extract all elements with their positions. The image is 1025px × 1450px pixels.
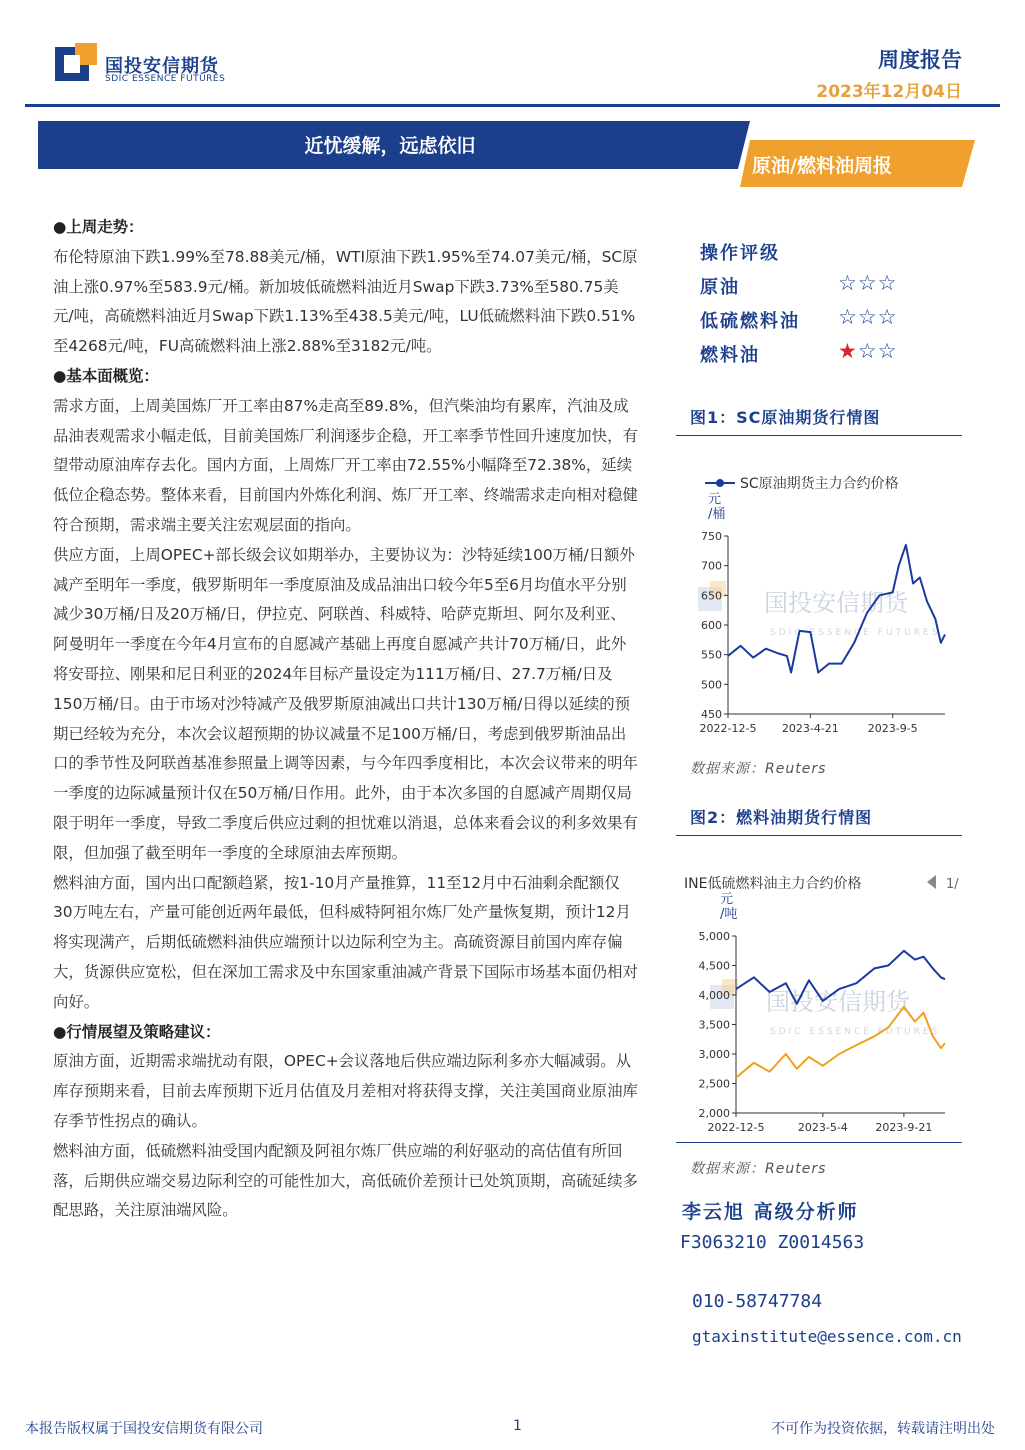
- paragraph: 布伦特原油下跌1.99%至78.88美元/桶，WTI原油下跌1.95%至74.07美元/桶，SC原油上涨0.97%至583.9元/桶。新加坡低硫燃料油近月Swap下跌3.73%至580.75美元/吨，高硫燃料油近月Swap下跌1.13%至438.5美元/吨，LU低硫燃料油下跌0.51%至4268元/吨，FU高硫燃料油上涨2.88%至3182元/吨。: [53, 247, 638, 356]
- y-tick-label: 3,000: [698, 1048, 730, 1061]
- y-tick-label: 2,500: [698, 1077, 730, 1091]
- main-content: [53, 213, 638, 1226]
- report-title: 近忧缓解，远虑依旧: [304, 135, 476, 157]
- y-tick-label: 450: [701, 708, 722, 721]
- sc-crude-chart: [680, 465, 965, 745]
- x-tick-label: 2022-12-5: [707, 1121, 765, 1134]
- x-tick-label: 2022-12-5: [699, 722, 757, 735]
- y-tick-label: 700: [701, 559, 722, 573]
- paragraph: 需求方面，上周美国炼厂开工率由87%走高至89.8%，但汽柴油均有累库，汽油及成品油表观需求小幅走低，目前美国炼厂利润逐步企稳，开工率季节性回升速度加快，有望带动原油库存去化。国内方面，上周炼厂开工率由72.55%小幅降至72.38%，延续低位企稳态势。整体来看，目前国内外炼化利润、炼厂开工率、终端需求走向相对稳健符合预期，需求端主要关注宏观层面的指向。: [53, 396, 638, 534]
- y-axis-unit: 元/桶: [708, 492, 726, 522]
- legend-marker-icon: [716, 479, 724, 487]
- rating-label: 低硫燃料油: [700, 311, 800, 332]
- y-tick-label: 5,000: [698, 930, 730, 943]
- y-tick-label: 500: [701, 678, 722, 692]
- star-icon: ☆: [838, 271, 858, 295]
- figure-1-source: 数据来源：Reuters: [690, 761, 827, 777]
- figure-2-divider: [676, 835, 962, 836]
- analyst-phone: 010-58747784: [692, 1291, 823, 1312]
- report-type: 周度报告: [878, 48, 962, 72]
- figure-1-divider: [676, 435, 962, 436]
- watermark-text: 国投安信期货: [766, 988, 910, 1016]
- star-icon: ☆: [857, 339, 878, 363]
- y-tick-label: 3,500: [698, 1018, 730, 1032]
- rating-stars: [838, 339, 897, 363]
- company-logo-icon: [55, 43, 97, 83]
- star-icon: ★: [838, 339, 858, 363]
- y-tick-label: 2,000: [698, 1107, 730, 1120]
- y-tick-label: 600: [701, 619, 722, 632]
- company-name-cn: 国投安信期货: [105, 56, 219, 77]
- x-tick-label: 2023-9-5: [867, 722, 918, 735]
- y-tick-label: 550: [701, 648, 722, 662]
- y-tick-label: 650: [701, 589, 722, 603]
- section-heading: ●行情展望及策略建议：: [53, 1022, 221, 1041]
- rating-stars: [838, 271, 897, 295]
- legend-label: INE低硫燃料油主力合约价格: [684, 876, 862, 892]
- paragraph: 燃料油方面，国内出口配额趋紧，按1-10月产量推算，11至12月中石油剩余配额仅30万吨左右，产量可能创近两年最低，但科威特阿祖尔炼厂处产量恢复期，预计12月将实现满产，后期低硫燃料油供应端预计以边际利空为主。高硫资源目前国内库存偏大，货源供应宽松，但在深加工需求及中东国家重油减产背景下国际市场基本面仍相对向好。: [53, 873, 638, 1011]
- x-tick-label: 2023-9-21: [875, 1121, 933, 1134]
- rating-stars: [838, 305, 897, 329]
- legend-label: SC原油期货主力合约价格: [740, 476, 899, 492]
- company-name-en: SDIC ESSENCE FUTURES: [105, 74, 226, 84]
- section-heading: ●上周走势：: [53, 218, 144, 236]
- star-icon: ☆: [857, 305, 878, 329]
- page-number: 1: [513, 1418, 522, 1434]
- series-line: [736, 1007, 945, 1078]
- x-tick-label: 2023-4-21: [781, 722, 839, 735]
- analyst-email[interactable]: gtaxinstitute@essence.com.cn: [692, 1327, 962, 1346]
- rating-label: 原油: [700, 277, 740, 298]
- paragraph: 供应方面，上周OPEC+部长级会议如期举办，主要协议为：沙特延续100万桶/日额外减产至明年一季度，俄罗斯明年一季度原油及成品油出口较今年5至6月均值水平分别减少30万桶/日及20万桶/日，伊拉克、阿联酋、科威特、哈萨克斯坦、阿尔及利亚、阿曼明年一季度在今年4月宣布的自愿减产基础上再度自愿减产共计70万桶/日，此外将安哥拉、刚果和尼日利亚的2024年目标产量设定为111万桶/日、27.7万桶/日及150万桶/日。由于市场对沙特减产及俄罗斯原油减出口共计130万桶/日得以延续的预期已经较为充分，本次会议超预期的协议减量不足100万桶/日，考虑到俄罗斯油品出口的季节性及阿联酋基准参照量上调等因素，与今年四季度相比，本次会议带来的明年一季度的边际减量预计仅在50万桶/日作用。此外，由于本次多国的自愿减产周期仅局限于明年一季度，导致二季度后供应过剩的担忧难以消退，总体来看会议的利多效果有限，但加强了截至明年一季度的全球原油去库预期。: [53, 545, 638, 862]
- report-date: 2023年12月04日: [816, 82, 962, 102]
- footer-copyright: 本报告版权属于国投安信期货有限公司: [25, 1421, 263, 1437]
- figure-1-caption: 图1：SC原油期货行情图: [690, 408, 881, 427]
- star-icon: ☆: [838, 305, 858, 329]
- report-subtitle: 原油/燃料油周报: [752, 155, 892, 177]
- header-divider: [25, 104, 1000, 107]
- paragraph: 燃料油方面，低硫燃料油受国内配额及阿祖尔炼厂供应端的利好驱动的高估值有所回落，后期供应端交易边际利空的可能性加大，高低硫价差预计已处筑顶期，高硫延续多配思路，关注原油端风险。: [53, 1141, 638, 1220]
- figure-2-caption: 图2：燃料油期货行情图: [690, 808, 873, 827]
- watermark: [698, 581, 940, 638]
- figure-2-bottom-divider: [676, 1142, 962, 1143]
- watermark-text: 国投安信期货: [764, 589, 908, 617]
- rating-label: 燃料油: [700, 345, 760, 366]
- watermark-subtext: SDIC ESSENCE FUTURES: [770, 628, 941, 638]
- star-icon: ☆: [877, 271, 898, 295]
- analyst-name: 李云旭 高级分析师: [682, 1201, 859, 1223]
- figure-2-source: 数据来源：Reuters: [690, 1161, 827, 1177]
- y-tick-label: 4,500: [698, 959, 730, 973]
- star-icon: ☆: [877, 339, 898, 363]
- y-tick-label: 750: [701, 530, 722, 543]
- star-icon: ☆: [857, 271, 878, 295]
- fuel-oil-chart: [680, 865, 970, 1145]
- watermark-subtext: SDIC ESSENCE FUTURES: [770, 1027, 941, 1037]
- footer-disclaimer: 不可作为投资依据，转载请注明出处: [771, 1421, 995, 1437]
- x-tick-label: 2023-5-4: [797, 1121, 848, 1134]
- y-axis-unit: 元/吨: [720, 892, 738, 922]
- section-heading: ●基本面概览：: [53, 366, 159, 385]
- legend-prev-icon[interactable]: [927, 875, 936, 889]
- legend-page: 1/: [946, 877, 959, 892]
- star-icon: ☆: [877, 305, 898, 329]
- paragraph: 原油方面，近期需求端扰动有限，OPEC+会议落地后供应端边际利多亦大幅减弱。从库存预期来看，目前去库预期下近月估值及月差相对将获得支撑，关注美国商业原油库存季节性拐点的确认。: [53, 1052, 638, 1130]
- rating-title: 操作评级: [700, 243, 780, 264]
- analyst-cert: F3063210 Z0014563: [680, 1232, 865, 1253]
- y-tick-label: 4,000: [698, 989, 730, 1002]
